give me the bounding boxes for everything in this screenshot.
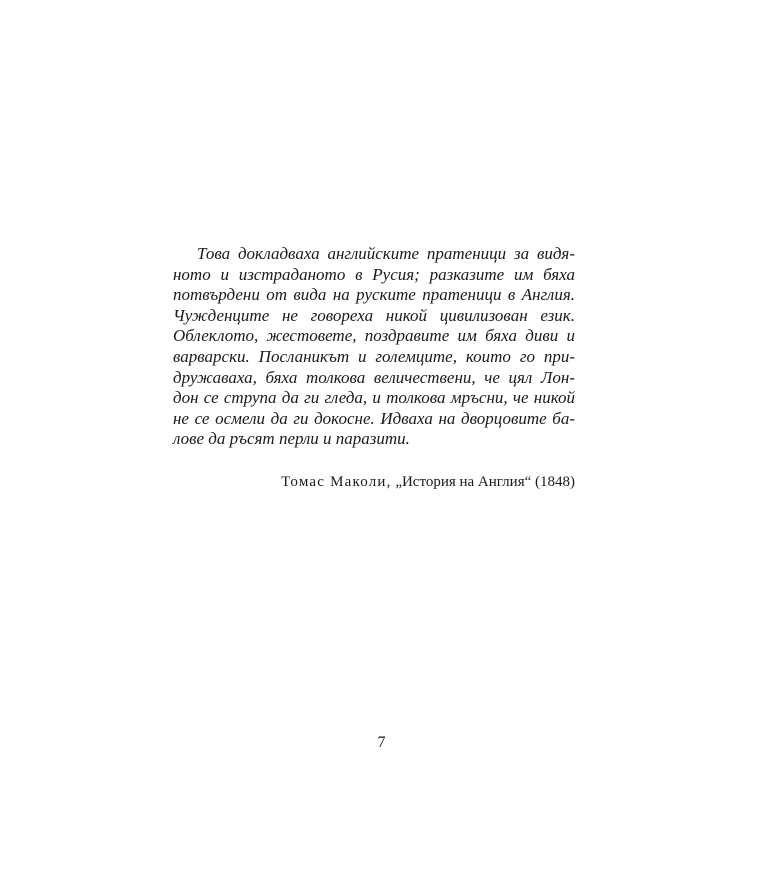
attribution-author: Томас Маколи, bbox=[281, 474, 392, 490]
epigraph-attribution bbox=[173, 472, 575, 492]
epigraph-quote bbox=[173, 244, 575, 450]
epigraph-line: лове да ръсят перли и паразити. bbox=[173, 429, 410, 449]
epigraph-line: не се осмели да ги докосне. Идваха на дворцовите ба- bbox=[173, 408, 575, 428]
epigraph-line: Това докладваха английските пратеници за видя- bbox=[197, 244, 575, 263]
page-number: 7 bbox=[377, 734, 386, 751]
epigraph-line: ното и изстраданото в Русия; разказите им бяха bbox=[173, 264, 575, 284]
epigraph-line: Облеклото, жестовете, поздравите им бяха диви и bbox=[173, 326, 575, 346]
attribution-work: „История на Англия“ (1848) bbox=[395, 474, 575, 490]
epigraph-line: дружаваха, бяха толкова величествени, че цял Лон- bbox=[173, 367, 575, 387]
epigraph-line: потвърдени от вида на руските пратеници в Англия. bbox=[173, 285, 575, 305]
epigraph-line: Чужденците не говореха никой цивилизован език. bbox=[173, 305, 575, 325]
epigraph-line: дон се струпа да ги гледа, и толкова мръсни, че никой bbox=[173, 388, 575, 408]
epigraph-line: варварски. Посланикът и големците, които го при- bbox=[173, 346, 575, 366]
